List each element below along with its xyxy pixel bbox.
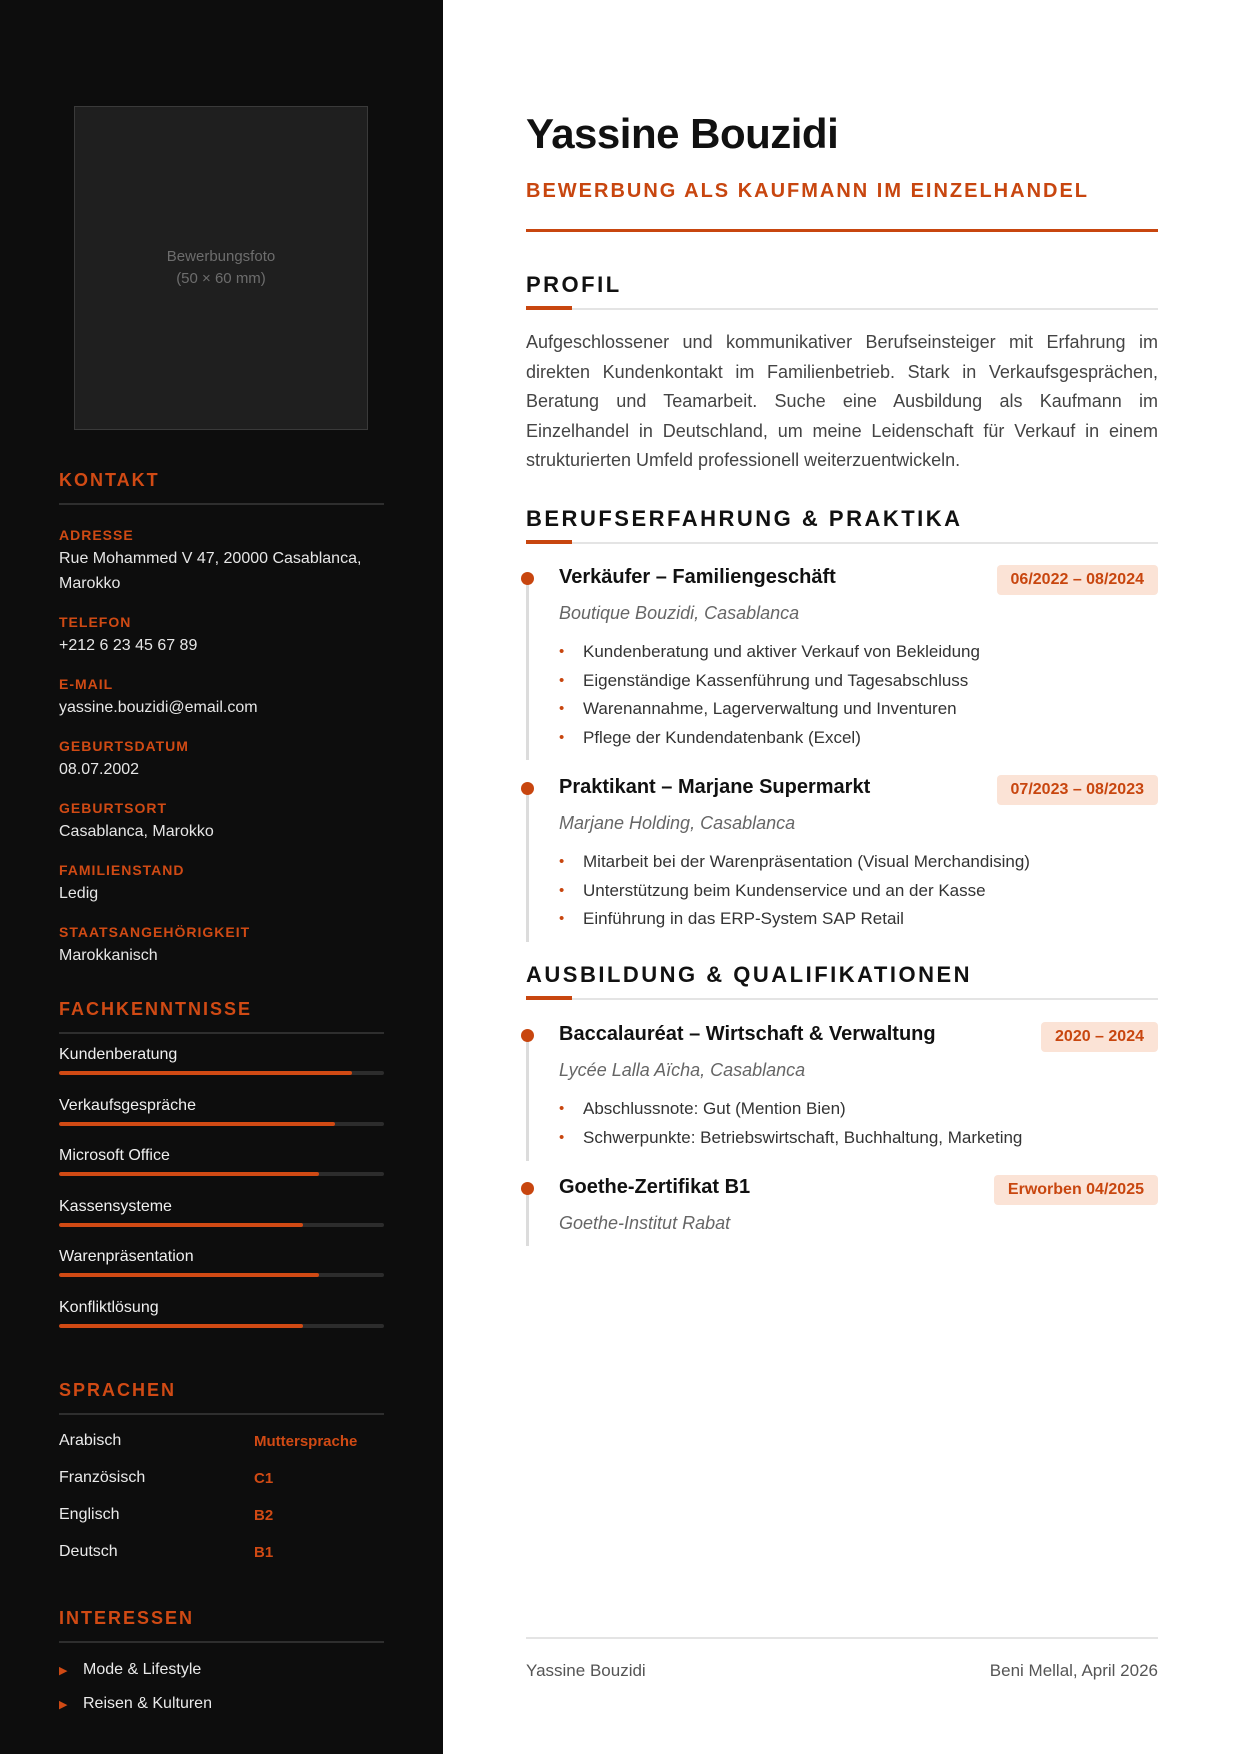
skill-level-fill (59, 1071, 352, 1075)
language-name: Arabisch (59, 1432, 122, 1449)
bullet-item (559, 638, 980, 667)
skill-item (59, 1087, 384, 1138)
education-heading (526, 962, 1158, 1000)
contact-label: FAMILIENSTAND (59, 862, 185, 878)
timeline-dot (521, 1029, 534, 1042)
contact-label: ADRESSE (59, 527, 134, 543)
skill-name: Warenpräsentation (59, 1248, 194, 1265)
experience-heading (526, 506, 1158, 544)
entry-organization: Goethe-Institut Rabat (559, 1213, 731, 1233)
contact-value: +212 6 23 45 67 89 (59, 637, 198, 654)
language-name: Deutsch (59, 1543, 118, 1560)
languages-list (59, 1422, 384, 1570)
contact-item-birthdate (59, 738, 384, 782)
bullet-icon: • (559, 643, 565, 660)
photo-placeholder-label: Bewerbungsfoto (166, 248, 276, 265)
contact-value: 08.07.2002 (59, 761, 140, 778)
experience-section-header (526, 506, 1158, 544)
skill-name: Kundenberatung (59, 1046, 178, 1063)
heading-accent (526, 540, 572, 544)
heading-accent (526, 306, 572, 310)
bullet-item (559, 695, 980, 724)
bullet-icon: • (559, 1100, 565, 1117)
language-level: B2 (254, 1507, 274, 1524)
title-divider (526, 229, 1158, 232)
skill-level-fill (59, 1223, 303, 1227)
education-heading-text: AUSBILDUNG & QUALIFIKATIONEN (526, 962, 973, 987)
interest-text: Reisen & Kulturen (83, 1695, 212, 1712)
contact-item-address (59, 527, 384, 596)
language-item (59, 1533, 384, 1570)
bullet-text: Kundenberatung und aktiver Verkauf von Bekleidung (583, 642, 980, 661)
applicant-name: Yassine Bouzidi (526, 110, 839, 157)
entry-title: Baccalauréat – Wirtschaft & Verwaltung (559, 1023, 936, 1045)
bullet-icon: • (559, 671, 565, 689)
experience-heading-text: BERUFSERFAHRUNG & PRAKTIKA (526, 506, 963, 531)
skills-list (59, 1036, 384, 1339)
interests-heading: INTERESSEN (59, 1608, 384, 1643)
entry-date-badge: 2020 – 2024 (1041, 1022, 1158, 1052)
entry-bullets (559, 848, 1030, 934)
bullet-icon: • (559, 729, 565, 747)
contact-value: Casablanca, Marokko (59, 823, 214, 840)
skill-level-bar (59, 1273, 384, 1277)
contact-item-marital-status (59, 862, 384, 906)
language-level: B1 (254, 1544, 274, 1561)
skill-item (59, 1137, 384, 1188)
skill-level-bar (59, 1122, 384, 1126)
skill-level-bar (59, 1071, 384, 1075)
bullet-text: Schwerpunkte: Betriebswirtschaft, Buchhaltung, Marketing (583, 1127, 1023, 1147)
contact-label: STAATSANGEHÖRIGKEIT (59, 924, 251, 940)
footer-name: Yassine Bouzidi (526, 1661, 646, 1680)
bullet-item (559, 1095, 1022, 1124)
skill-level-fill (59, 1273, 319, 1277)
profile-text: Aufgeschlossener und kommunikativer Berufseinsteiger mit Erfahrung im direkten Kundenkontakt im Familienbetrieb. Stark in Verkaufsgesprächen, Beratung und Teamarbeit. Suche eine Ausbildung als Kaufmann im Einzelhandel in Deutschland, um meine Leidenschaft für Verkauf in einem strukturierten Umfeld professionell weiterzuentwickeln. (526, 332, 1158, 470)
language-item (59, 1459, 384, 1496)
skills-heading: FACHKENNTNISSE (59, 999, 384, 1034)
interest-text: Mode & Lifestyle (83, 1661, 202, 1678)
skill-level-fill (59, 1324, 303, 1328)
entry-bullets (559, 638, 980, 753)
contact-item-birthplace (59, 800, 384, 844)
contact-label: GEBURTSORT (59, 800, 167, 816)
bullet-icon: • (559, 700, 565, 718)
bullet-text: Mitarbeit bei der Warenpräsentation (Visual Merchandising) (583, 852, 1030, 871)
timeline-line (526, 1033, 529, 1161)
timeline-dot (521, 572, 534, 585)
profile-heading (526, 272, 1158, 310)
bullet-text: Eigenständige Kassenführung und Tagesabschluss (583, 670, 969, 690)
bullet-text: Abschlussnote: Gut (Mention Bien) (583, 1099, 846, 1118)
language-item (59, 1496, 384, 1533)
photo-placeholder (74, 106, 368, 430)
interest-item (59, 1653, 384, 1687)
bullet-item (559, 1124, 1022, 1153)
bullet-item (559, 724, 980, 753)
interests-section (59, 1608, 384, 1721)
language-name: Englisch (59, 1506, 120, 1523)
skill-name: Microsoft Office (59, 1147, 170, 1164)
entry-organization: Marjane Holding, Casablanca (559, 813, 796, 833)
education-section-header (526, 962, 1158, 1000)
language-item (59, 1422, 384, 1459)
skill-item (59, 1188, 384, 1239)
education-entry (526, 1176, 1158, 1232)
bullet-text: Einführung in das ERP-System SAP Retail (583, 909, 904, 929)
contact-section (59, 470, 384, 968)
interest-item (59, 1687, 384, 1721)
contact-item-nationality (59, 924, 384, 968)
experience-entry (526, 776, 1158, 928)
entry-date-badge: Erworben 04/2025 (994, 1175, 1158, 1205)
languages-heading: SPRACHEN (59, 1380, 384, 1415)
timeline-line (526, 576, 529, 760)
skill-item (59, 1238, 384, 1289)
interests-list (59, 1653, 384, 1721)
skill-name: Kassensysteme (59, 1197, 172, 1215)
language-level: Muttersprache (254, 1433, 358, 1450)
profile-section-header (526, 272, 1158, 310)
entry-date-badge: 06/2022 – 08/2024 (997, 565, 1158, 595)
experience-entry (526, 566, 1158, 746)
bullet-text: Pflege der Kundendatenbank (Excel) (583, 728, 861, 748)
contact-value: Marokkanisch (59, 947, 158, 964)
contact-value: Ledig (59, 885, 99, 902)
entry-title: Goethe-Zertifikat B1 (559, 1176, 751, 1198)
bullet-icon: • (559, 853, 565, 870)
footer-place-date: Beni Mellal, April 2026 (989, 1661, 1158, 1680)
timeline-line (526, 1186, 529, 1246)
language-name: Französisch (59, 1469, 146, 1486)
bullet-item (559, 848, 1030, 877)
skills-section (59, 999, 384, 1339)
skill-level-fill (59, 1122, 335, 1126)
skill-item (59, 1036, 384, 1087)
main-content (443, 0, 1241, 1754)
skill-name: Konfliktlösung (59, 1298, 159, 1316)
sidebar (0, 0, 443, 1754)
triangle-right-icon: ▶ (59, 1699, 68, 1711)
contact-label: E-MAIL (59, 676, 114, 692)
entry-bullets (559, 1095, 1022, 1152)
contact-value: Rue Mohammed V 47, 20000 Casablanca, Marokko (59, 550, 362, 592)
heading-accent (526, 996, 572, 1000)
bullet-item (559, 667, 980, 696)
entry-title: Verkäufer – Familiengeschäft (559, 566, 836, 588)
bullet-item (559, 877, 1030, 906)
photo-placeholder-size: (50 × 60 mm) (176, 270, 266, 287)
entry-title: Praktikant – Marjane Supermarkt (559, 776, 871, 798)
contact-item-phone (59, 614, 384, 658)
languages-section (59, 1380, 384, 1570)
entry-date-badge: 07/2023 – 08/2023 (997, 775, 1158, 805)
bullet-icon: • (559, 881, 565, 899)
bullet-text: Unterstützung beim Kundenservice und an der Kasse (583, 880, 986, 900)
education-entry (526, 1023, 1158, 1147)
timeline-dot (521, 782, 534, 795)
timeline-dot (521, 1182, 534, 1195)
contact-heading: KONTAKT (59, 470, 384, 505)
application-subtitle: BEWERBUNG ALS KAUFMANN IM EINZELHANDEL (526, 180, 1090, 202)
skill-level-fill (59, 1172, 319, 1176)
timeline-line (526, 786, 529, 942)
entry-organization: Lycée Lalla Aïcha, Casablanca (559, 1060, 806, 1080)
footer-divider (526, 1637, 1158, 1639)
contact-label: TELEFON (59, 614, 132, 630)
contact-label: GEBURTSDATUM (59, 738, 189, 754)
profile-heading-text: PROFIL (526, 272, 622, 297)
skill-level-bar (59, 1172, 384, 1176)
bullet-text: Warenannahme, Lagerverwaltung und Inventuren (583, 699, 957, 719)
bullet-icon: • (559, 910, 565, 928)
bullet-item (559, 905, 1030, 934)
contact-item-email (59, 676, 384, 720)
bullet-icon: • (559, 1128, 565, 1146)
language-level: C1 (254, 1470, 274, 1487)
skill-level-bar (59, 1223, 384, 1227)
skill-name: Verkaufsgespräche (59, 1096, 196, 1114)
skill-item (59, 1289, 384, 1340)
contact-value: yassine.bouzidi@email.com (59, 699, 258, 716)
triangle-right-icon: ▶ (59, 1665, 68, 1677)
skill-level-bar (59, 1324, 384, 1328)
entry-organization: Boutique Bouzidi, Casablanca (559, 603, 800, 623)
